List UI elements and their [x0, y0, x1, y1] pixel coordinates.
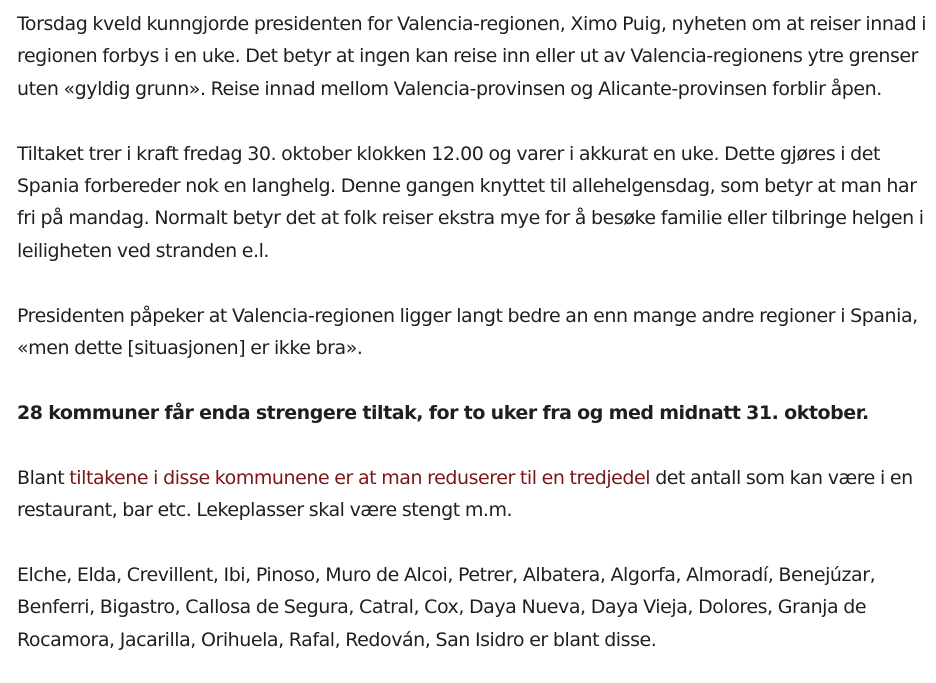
paragraph-municipalities: Elche, Elda, Crevillent, Ibi, Pinoso, Muro de Alcoi, Petrer, Albatera, Algorfa, Almoradí, Benejúzar, Benferri, Bigastro, Callosa de Segura, Catral, Cox, Daya Nueva, Daya Vieja, Dolores, Granja de Rocamora, Jacarilla, Orihuela, Rafal, Redován, San Isidro er blant disse. — [17, 563, 876, 651]
subheading-paragraph — [17, 397, 932, 429]
paragraph-measures — [17, 462, 932, 527]
measures-link[interactable]: tiltakene i disse kommunene er at man reduserer til en tredjedel — [69, 466, 651, 489]
article-body — [17, 8, 932, 656]
measures-text-after: det antall som kan være i en restaurant, bar etc. Lekeplasser skal være stengt m.m. — [17, 466, 913, 522]
measures-text-before: Blant — [17, 466, 70, 489]
paragraph-effective-date: Tiltaket trer i kraft fredag 30. oktober klokken 12.00 og varer i akkurat en uke. Dette gjøres i det Spania forbereder nok en langhelg. Denne gangen knyttet til allehelgensdag, som betyr at man har fri på mandag. Normalt betyr det at folk reiser ekstra mye for å besøke familie eller tilbringe helgen i leiligheten ved stranden e.l. — [17, 142, 924, 262]
paragraph-travel-ban: Torsdag kveld kunngjorde presidenten for Valencia-regionen, Ximo Puig, nyheten om at reiser innad i regionen forbys i en uke. Det betyr at ingen kan reise inn eller ut av Valencia-regionens ytre grenser uten «gyldig grunn». Reise innad mellom Valencia-provinsen og Alicante-provinsen forblir åpen. — [17, 13, 927, 100]
subheading: 28 kommuner får enda strengere tiltak, for to uker fra og med midnatt 31. oktober. — [17, 401, 869, 424]
paragraph-president-statement: Presidenten påpeker at Valencia-regionen ligger langt bedre an enn mange andre regioner i Spania, «men dette [situasjonen] er ikke bra». — [17, 304, 918, 360]
